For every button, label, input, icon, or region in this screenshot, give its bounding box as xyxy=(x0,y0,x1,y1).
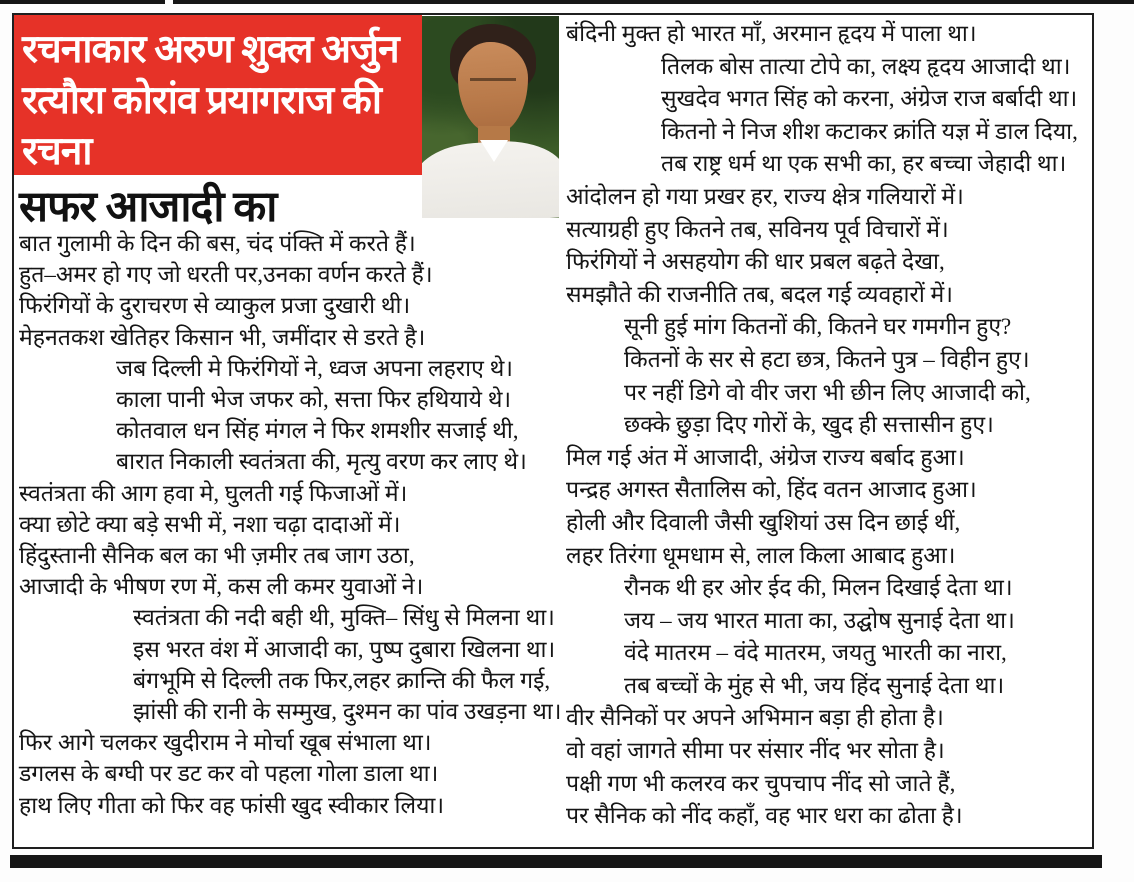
poem-line: बारात निकाली स्वतंत्रता की, मृत्यु वरण कर लाए थे। xyxy=(116,449,527,475)
poem-line: फिरंगियों के दुराचरण से व्याकुल प्रजा दुखारी थी। xyxy=(19,293,411,319)
poem-column-left xyxy=(19,228,564,821)
poem-line: मेहनतकश खेतिहर किसान भी, जमींदार से डरते है। xyxy=(19,324,426,350)
poem-line: लहर तिरंगा धूमधाम से, लाल किला आबाद हुआ। xyxy=(566,542,956,568)
poem-column-right xyxy=(566,18,1094,833)
poem-line: स्वतंत्रता की नदी बही थी, मुक्ति– सिंधु से मिलना था। xyxy=(133,605,555,631)
poem-line: कोतवाल धन सिंह मंगल ने फिर शमशीर सजाई थी, xyxy=(116,418,519,444)
poem-line: वंदे मातरम – वंदे मातरम, जयतु भारती का नारा, xyxy=(624,640,1007,666)
poem-line: तिलक बोस तात्या टोपे का, लक्ष्य हृदय आजादी था। xyxy=(661,53,1071,79)
poem-line: होली और दिवाली जैसी खुशियां उस दिन छाई थीं, xyxy=(566,509,961,535)
poem-line: पर सैनिक को नींद कहाँ, वह भार धरा का ढोता है। xyxy=(566,803,963,829)
poem-line: जब दिल्ली मे फिरंगियों ने, ध्वज अपना लहराए थे। xyxy=(116,355,514,381)
poem-line: स्वतंत्रता की आग हवा मे, घुलती गई फिजाओं में। xyxy=(19,480,408,506)
poem-line: सत्याग्रही हुए कितने तब, सविनय पूर्व विचारों में। xyxy=(566,216,949,242)
poem-line: बात गुलामी के दिन की बस, चंद पंक्ति में करते हैं। xyxy=(19,231,416,256)
bottom-separator-bar xyxy=(10,855,1102,868)
poem-line: पर नहीं डिगे वो वीर जरा भी छीन लिए आजादी को, xyxy=(624,379,1031,405)
poem-line: मिल गई अंत में आजादी, अंग्रेज राज्य बर्बाद हुआ। xyxy=(566,444,965,470)
poem-line: हुत–अमर हो गए जो धरती पर,उनका वर्णन करते हैं। xyxy=(19,262,433,288)
poem-line: छक्के छुड़ा दिए गोरों के, खुद ही सत्तासीन हुए। xyxy=(624,412,994,438)
poem-line: सुखदेव भगत सिंह को करना, अंग्रेज राज बर्बादी था। xyxy=(661,86,1078,112)
article-border-box xyxy=(12,13,1094,849)
poet-portrait-photo xyxy=(422,16,559,218)
poem-line: तब राष्ट्र धर्म था एक सभी का, हर बच्चा जेहादी था। xyxy=(661,151,1067,177)
poem-line: कितनों के सर से हटा छत्र, कितने पुत्र – विहीन हुए। xyxy=(624,346,1030,372)
poem-line: समझौते की राजनीति तब, बदल गई व्यवहारों में। xyxy=(566,281,954,307)
poem-line: आजादी के भीषण रण में, कस ली कमर युवाओं ने। xyxy=(19,574,424,600)
author-banner-line: रत्यौरा कोरांव प्रयागराज की xyxy=(22,79,381,122)
author-banner-line: रचना xyxy=(22,130,92,173)
poem-line: क्या छोटे क्या बड़े सभी में, नशा चढ़ा दादाओं में। xyxy=(19,511,401,537)
poem-line: हाथ लिए गीता को फिर वह फांसी खुद स्वीकार लिया। xyxy=(19,792,445,818)
author-banner xyxy=(14,15,422,175)
poem-line: फिरंगियों ने असहयोग की धार प्रबल बढ़ते देखा, xyxy=(566,249,945,275)
poem-line: फिर आगे चलकर खुदीराम ने मोर्चा खूब संभाला था। xyxy=(19,730,432,756)
poem-line: बंगभूमि से दिल्ली तक फिर,लहर क्रान्ति की फैल गई, xyxy=(133,667,551,693)
top-edge-rule-left xyxy=(0,0,165,4)
portrait-face xyxy=(458,42,528,134)
poem-line: डगलस के बग्घी पर डट कर वो पहला गोला डाला था। xyxy=(19,761,439,787)
poem-line: वीर सैनिकों पर अपने अभिमान बड़ा ही होता है। xyxy=(566,705,944,731)
author-banner-line: रचनाकार अरुण शुक्ल अर्जुन xyxy=(22,28,399,71)
portrait-brow xyxy=(470,78,516,84)
poem-line: कितनो ने निज शीश कटाकर क्रांति यज्ञ में डाल दिया, xyxy=(661,118,1078,144)
poem-line: बंदिनी मुक्त हो भारत माँ, अरमान हृदय में पाला था। xyxy=(566,21,977,46)
poem-line: इस भरत वंश में आजादी का, पुष्प दुबारा खिलना था। xyxy=(133,636,556,662)
top-edge-rule-right xyxy=(173,0,1134,4)
poem-line: वो वहां जागते सीमा पर संसार नींद भर सोता है। xyxy=(566,738,945,764)
poem-line: पन्द्रह अगस्त सैतालिस को, हिंद वतन आजाद हुआ। xyxy=(566,477,977,503)
poem-line: सूनी हुई मांग कितनों की, कितने घर गमगीन हुए? xyxy=(624,314,1012,340)
poem-title: सफर आजादी का xyxy=(19,184,277,231)
poem-line: रौनक थी हर ओर ईद की, मिलन दिखाई देता था। xyxy=(624,575,1013,601)
poem-line: हिंदुस्तानी सैनिक बल का भी ज़मीर तब जाग उठा, xyxy=(19,543,415,569)
poem-line: जय – जय भारत माता का, उद्घोष सुनाई देता था। xyxy=(624,607,1015,633)
poem-line: पक्षी गण भी कलरव कर चुपचाप नींद सो जाते हैं, xyxy=(566,770,956,796)
poem-line: आंदोलन हो गया प्रखर हर, राज्य क्षेत्र गलियारों में। xyxy=(566,183,964,209)
poem-line: तब बच्चों के मुंह से भी, जय हिंद सुनाई देता था। xyxy=(624,672,1005,698)
poem-line: काला पानी भेज जफर को, सत्ता फिर हथियाये थे। xyxy=(116,387,512,413)
poem-line: झांसी की रानी के सम्मुख, दुश्मन का पांव उखड़ना था। xyxy=(133,699,562,725)
